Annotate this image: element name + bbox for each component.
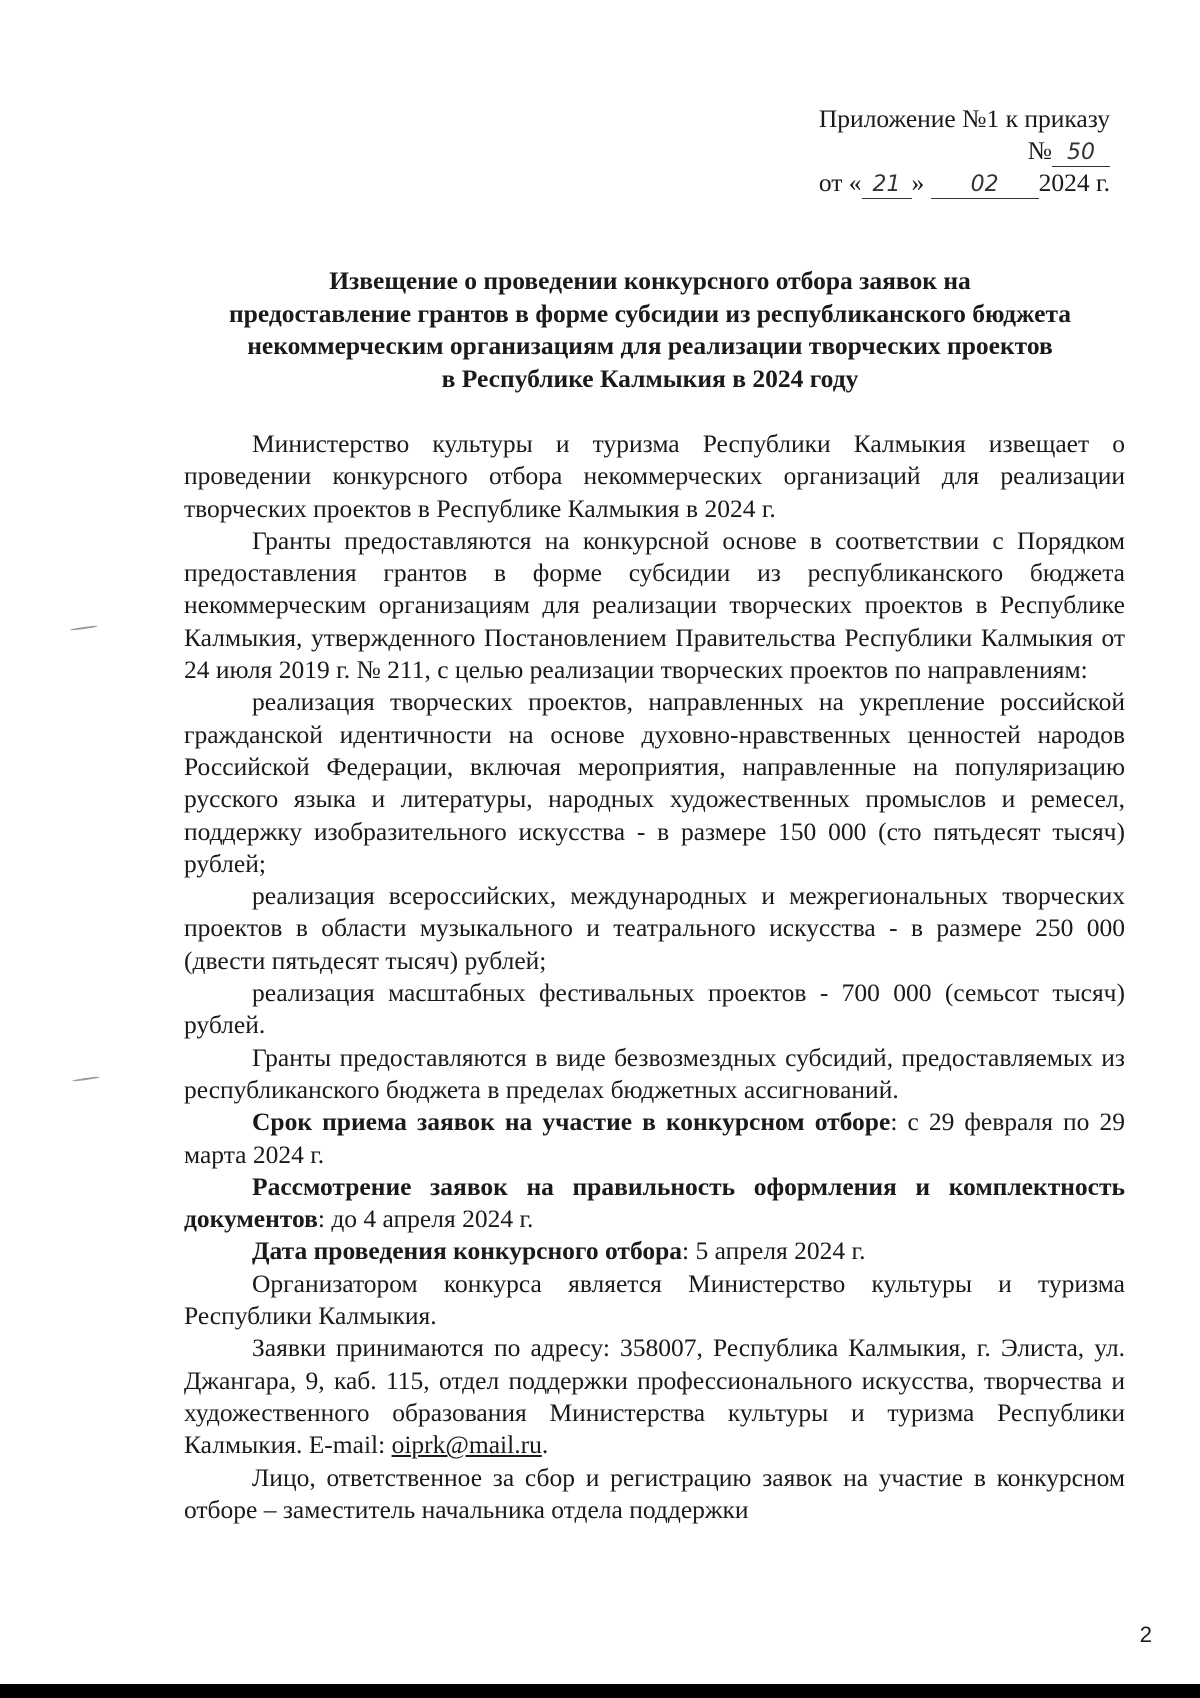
- appendix-line: Приложение №1 к приказу: [818, 104, 1110, 133]
- selection-date-value: : 5 апреля 2024 г.: [682, 1236, 866, 1266]
- paragraph-review-period: [184, 1171, 1125, 1236]
- date-day-handwritten: 21: [862, 172, 912, 199]
- address-end: .: [541, 1430, 549, 1460]
- date-prefix: от «: [818, 168, 862, 197]
- title-line: некоммерческим организациям для реализации творческих проектов: [247, 331, 1053, 360]
- order-number-handwritten: 50: [1052, 140, 1110, 167]
- paragraph-organizer: Организатором конкурса является Министерство культуры и туризма Республики Калмыкия.: [184, 1268, 1125, 1331]
- paragraph-direction-2: реализация всероссийских, международных и межрегиональных творческих проектов в области музыкального и театрального искусства - в размере 250 000 (двести пятьдесят тысяч) рублей;: [184, 881, 1125, 975]
- date-month-handwritten: 02: [931, 172, 1039, 199]
- application-period-value: : с 29 февраля по 29 марта 2024 г.: [184, 1107, 1125, 1169]
- order-number-line: [690, 135, 1110, 167]
- paragraph-grants-basis: Гранты предоставляются на конкурсной основе в соответствии с Порядком предоставления грантов в форме субсидии из республиканского бюджета некоммерческим организациям для реализации творческих проектов в Республике Калмыкия, утвержденного Постановлением Правительства Республики Калмыкия от 24 июля 2019 г. № 211, с целью реализации творческих проектов по направлениям:: [184, 525, 1125, 685]
- scan-mark: [72, 1076, 100, 1082]
- title-line: Извещение о проведении конкурсного отбора заявок на: [329, 266, 971, 295]
- document-title: [180, 265, 1120, 395]
- scan-bottom-bar: [0, 1684, 1200, 1698]
- application-period-label: Срок приема заявок на участие в конкурсном отборе: [252, 1107, 891, 1137]
- scan-mark: [70, 625, 98, 631]
- selection-date-label: Дата проведения конкурсного отбора: [252, 1236, 683, 1266]
- paragraph-application-period: [184, 1106, 1125, 1171]
- email-link[interactable]: oiprk@mail.ru: [391, 1430, 542, 1460]
- paragraph-direction-3: реализация масштабных фестивальных проектов - 700 000 (семьсот тысяч) рублей.: [184, 978, 1125, 1040]
- paragraph-responsible-person: Лицо, ответственное за сбор и регистрацию заявок на участие в конкурсном отборе – заместитель начальника отдела поддержки: [184, 1462, 1125, 1524]
- paragraph-direction-1: реализация творческих проектов, направленных на укрепление российской гражданской идентичности на основе духовно-нравственных ценностей народов Российской Федерации, включая мероприятия, направленные на популяризацию русского языка и литературы, народных художественных промыслов и ремесел, поддержку изобразительного искусства - в размере 150 000 (сто пятьдесят тысяч) рублей;: [184, 687, 1125, 878]
- paragraph-address: [184, 1332, 1125, 1461]
- paragraph-selection-date: [184, 1235, 1125, 1267]
- date-mid: »: [911, 168, 925, 197]
- order-date-line: [690, 167, 1110, 199]
- address-text: Заявки принимаются по адресу: 358007, Республика Калмыкия, г. Элиста, ул. Джангара, 9, каб. 115, отдел поддержки профессионального искусства, творчества и художественного образования Министерства культуры и туризма Республики Калмыкия. E-mail:: [184, 1333, 1125, 1460]
- page-number: 2: [1139, 1622, 1152, 1647]
- paragraph-intro: Министерство культуры и туризма Республики Калмыкия извещает о проведении конкурсного отбора некоммерческих организаций для реализации творческих проектов в Республике Калмыкия в 2024 г.: [184, 429, 1125, 523]
- title-line: предоставление грантов в форме субсидии из республиканского бюджета: [228, 298, 1072, 328]
- document-body: [184, 428, 1125, 1526]
- review-period-label: Рассмотрение заявок на правильность оформления и комплектность документов: [184, 1171, 1125, 1234]
- review-period-value: : до 4 апреля 2024 г.: [317, 1204, 534, 1234]
- paragraph-grant-form: Гранты предоставляются в виде безвозмездных субсидий, предоставляемых из республиканского бюджета в пределах бюджетных ассигнований.: [184, 1042, 1125, 1104]
- date-year: 2024 г.: [1038, 168, 1110, 197]
- number-sign: №: [1027, 136, 1052, 165]
- appendix-header: [690, 103, 1110, 199]
- title-line: в Республике Калмыкия в 2024 году: [441, 363, 859, 393]
